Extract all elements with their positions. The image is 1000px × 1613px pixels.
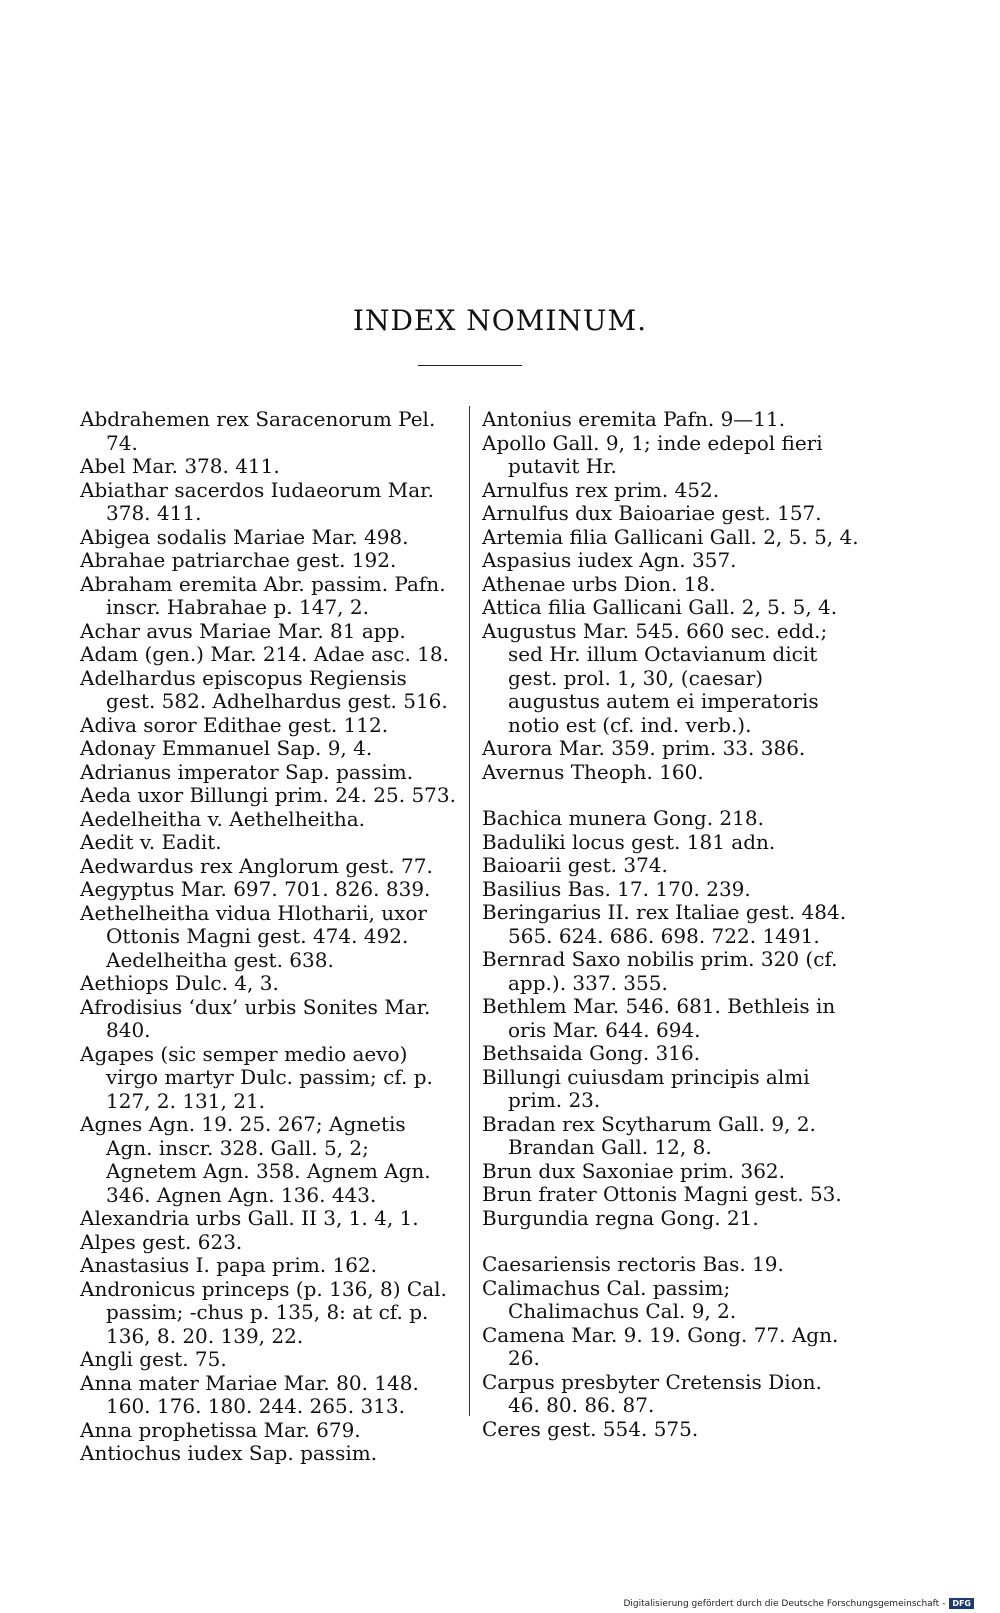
title-rule: [418, 365, 522, 366]
index-entry: Anastasius I. papa prim. 162.: [80, 1253, 378, 1277]
index-entry: Bachica munera Gong. 218.: [482, 806, 764, 830]
index-entry: Apollo Gall. 9, 1; inde edepol fieri putavit Hr.: [482, 430, 823, 478]
index-entry: Afrodisius ‘dux’ urbis Sonites Mar. 840.: [80, 994, 431, 1042]
index-entry: Aethiops Dulc. 4, 3.: [80, 971, 279, 995]
index-entry: Camena Mar. 9. 19. Gong. 77. Agn. 26.: [482, 1322, 839, 1370]
index-entry: Bethlem Mar. 546. 681. Bethleis in oris Mar. 644. 694.: [482, 994, 836, 1042]
dfg-logo-icon: DFG: [949, 1598, 974, 1609]
index-entry: Avernus Theoph. 160.: [482, 759, 704, 784]
index-entry: Augustus Mar. 545. 660 sec. edd.; sed Hr. illum Octavianum dicit gest. prol. 1, 30, (caesar) augustus autem ei imperatoris notio est (cf. ind. verb.).: [482, 618, 828, 737]
index-entry: Andronicus princeps (p. 136, 8) Cal. passim; -chus p. 135, 8: at cf. p. 136, 8. 20. 139, 22.: [80, 1276, 447, 1348]
index-entry: Arnulfus rex prim. 452.: [482, 477, 720, 502]
index-entry: Bradan rex Scytharum Gall. 9, 2. Brandan Gall. 12, 8.: [482, 1111, 816, 1159]
index-entry: Adonay Emmanuel Sap. 9, 4.: [80, 736, 373, 760]
index-entry: Brun dux Saxoniae prim. 362.: [482, 1158, 786, 1183]
index-entry: Aegyptus Mar. 697. 701. 826. 839.: [80, 877, 431, 901]
index-entry: Aedelheitha v. Aethelheitha.: [80, 806, 366, 831]
index-entry: Bethsaida Gong. 316.: [482, 1041, 701, 1065]
index-entry: Abiathar sacerdos Iudaeorum Mar. 378. 411.: [80, 477, 434, 525]
index-entry: Baduliki locus gest. 181 adn.: [482, 829, 776, 854]
index-entry: Abrahae patriarchae gest. 192.: [80, 548, 397, 572]
digitization-credit: [623, 1598, 974, 1609]
index-entry: Aethelheitha vidua Hlotharii, uxor Ottonis Magni gest. 474. 492. Aedelheitha gest. 638.: [80, 900, 427, 972]
index-entry: Anna mater Mariae Mar. 80. 148. 160. 176. 180. 244. 265. 313.: [80, 1370, 419, 1418]
index-entry: Agapes (sic semper medio aevo) virgo martyr Dulc. passim; cf. p. 127, 2. 131, 21.: [80, 1041, 433, 1113]
page-title: INDEX NOMINUM.: [352, 304, 648, 337]
index-entry: Aeda uxor Billungi prim. 24. 25. 573.: [80, 783, 456, 807]
index-column-right: [482, 408, 860, 1441]
index-entry: Ceres gest. 554. 575.: [482, 1416, 699, 1441]
index-entry: Bernrad Saxo nobilis prim. 320 (cf. app.). 337. 355.: [482, 947, 838, 995]
index-entry: Caesariensis rectoris Bas. 19.: [482, 1252, 784, 1276]
index-entry: Arnulfus dux Baioariae gest. 157.: [482, 501, 822, 525]
index-entry: Alpes gest. 623.: [80, 1229, 243, 1254]
index-entry: Artemia filia Gallicani Gall. 2, 5. 5, 4.: [482, 524, 859, 549]
index-entry: Attica filia Gallicani Gall. 2, 5. 5, 4.: [482, 595, 838, 619]
index-entry: Calimachus Cal. passim; Chalimachus Cal. 9, 2.: [482, 1275, 737, 1323]
index-entry: Abdrahemen rex Saracenorum Pel. 74.: [80, 407, 436, 455]
column-divider: [469, 406, 470, 1416]
index-entry: Basilius Bas. 17. 170. 239.: [482, 876, 751, 901]
index-entry: Carpus presbyter Cretensis Dion. 46. 80. 86. 87.: [482, 1369, 822, 1417]
index-entry: Aurora Mar. 359. prim. 33. 386.: [482, 736, 806, 760]
index-entry: Adam (gen.) Mar. 214. Adae asc. 18.: [80, 642, 449, 666]
index-entry: Agnes Agn. 19. 25. 267; Agnetis Agn. inscr. 328. Gall. 5, 2; Agnetem Agn. 358. Agnem Agn. 346. Agnen Agn. 136. 443.: [80, 1112, 431, 1207]
index-column-left: [80, 408, 458, 1466]
index-entry: Antonius eremita Pafn. 9—11.: [482, 407, 786, 431]
credit-text: Digitalisierung gefördert durch die Deutsche Forschungsgemeinschaft -: [623, 1598, 946, 1609]
index-entry: Achar avus Mariae Mar. 81 app.: [80, 618, 406, 643]
index-entry: Baioarii gest. 374.: [482, 853, 668, 877]
index-entry: Adiva soror Edithae gest. 112.: [80, 712, 389, 737]
index-entry: Abel Mar. 378. 411.: [80, 454, 280, 478]
index-entry: Adrianus imperator Sap. passim.: [80, 759, 414, 784]
index-entry: Aspasius iudex Agn. 357.: [482, 548, 737, 572]
index-entry: Abigea sodalis Mariae Mar. 498.: [80, 524, 409, 549]
index-entry: Antiochus iudex Sap. passim.: [80, 1441, 378, 1465]
index-entry: Brun frater Ottonis Magni gest. 53.: [482, 1182, 842, 1206]
index-entry: Anna prophetissa Mar. 679.: [80, 1417, 361, 1442]
index-entry: Burgundia regna Gong. 21.: [482, 1205, 759, 1230]
index-entry: Angli gest. 75.: [80, 1347, 227, 1371]
index-entry: Aedwardus rex Anglorum gest. 77.: [80, 853, 433, 878]
index-entry: Beringarius II. rex Italiae gest. 484. 565. 624. 686. 698. 722. 1491.: [482, 900, 847, 948]
index-entry: Billungi cuiusdam principis almi prim. 23.: [482, 1064, 810, 1112]
index-entry: Abraham eremita Abr. passim. Pafn. inscr. Habrahae p. 147, 2.: [80, 571, 446, 619]
index-entry: Athenae urbs Dion. 18.: [482, 571, 716, 596]
index-entry: Adelhardus episcopus Regiensis gest. 582. Adhelhardus gest. 516.: [80, 665, 448, 713]
index-entry: Aedit v. Eadit.: [80, 830, 222, 854]
index-entry: Alexandria urbs Gall. II 3, 1. 4, 1.: [80, 1206, 419, 1230]
